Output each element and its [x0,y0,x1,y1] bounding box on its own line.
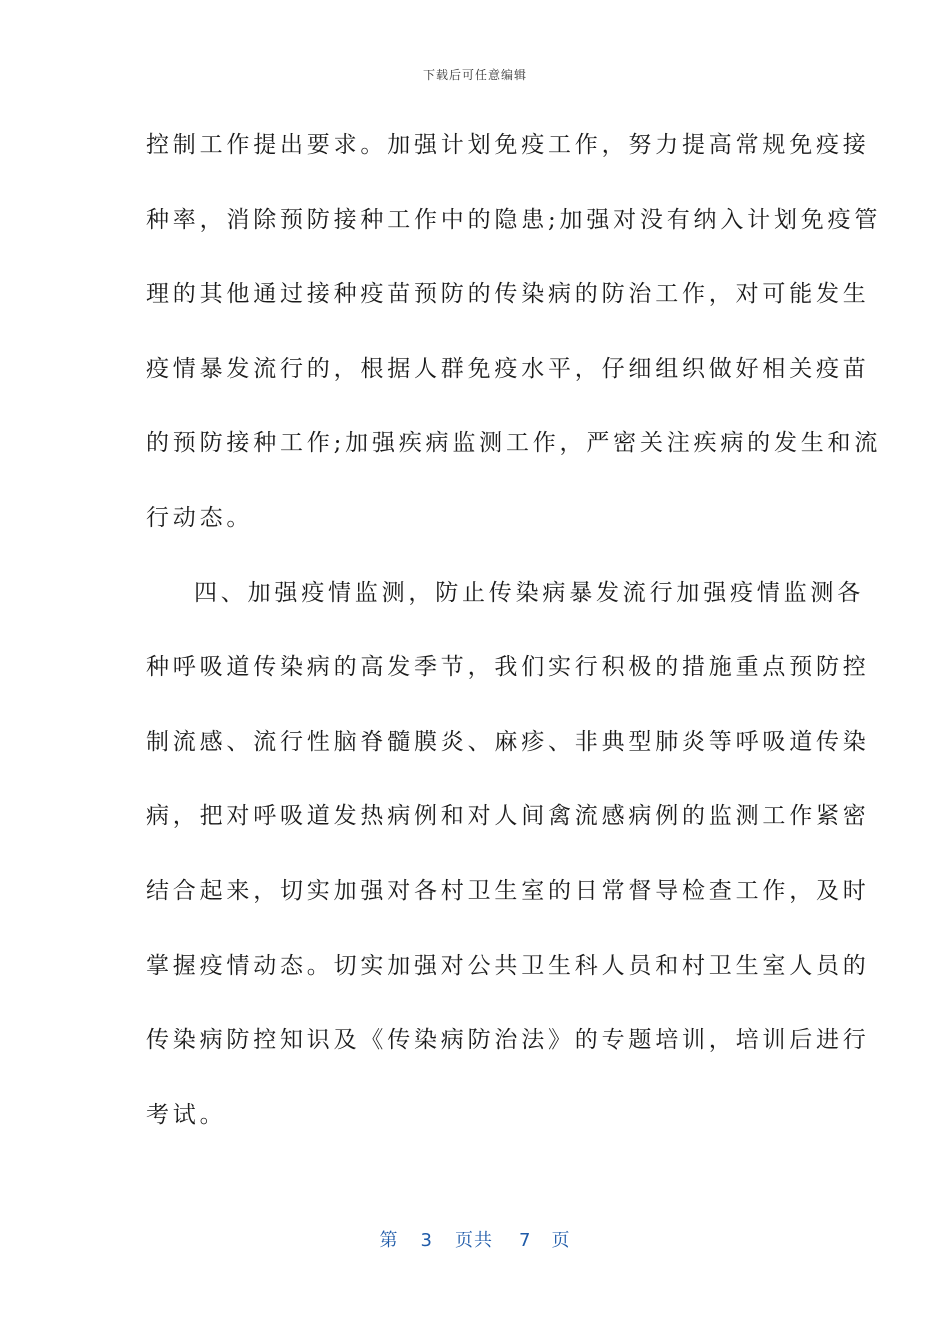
page-number-footer [0,1226,950,1252]
document-body [146,125,882,1169]
current-page-number: 3 [420,1230,433,1251]
text-line: 控制工作提出要求。加强计划免疫工作，努力提高常规免疫接 [146,132,870,158]
text-line: 结合起来，切实加强对各村卫生室的日常督导检查工作，及时 [146,877,870,904]
text-line: 种率，消除预防接种工作中的隐患;加强对没有纳入计划免疫管 [146,206,882,233]
text-line: 掌握疫情动态。切实加强对公共卫生科人员和村卫生室人员的 [146,952,870,979]
text-line: 考试。 [146,1101,227,1128]
text-line: 行动态。 [146,504,254,531]
text-line: 疫情暴发流行的，根据人群免疫水平，仔细组织做好相关疫苗 [146,355,870,382]
text-line: 的预防接种工作;加强疾病监测工作，严密关注疾病的发生和流 [146,430,882,457]
paragraph-start-line: 四、加强疫情监测，防止传染病暴发流行加强疫情监测各 [194,579,864,606]
footer-prefix: 第 [379,1230,399,1251]
header-note: 下载后可任意编辑 [422,68,527,82]
footer-middle: 页共 [455,1230,493,1251]
total-pages-number: 7 [519,1230,532,1251]
text-line: 病，把对呼吸道发热病例和对人间禽流感病例的监测工作紧密 [146,803,870,830]
text-line: 种呼吸道传染病的高发季节，我们实行积极的措施重点预防控 [146,654,870,681]
footer-suffix: 页 [551,1230,571,1251]
text-line: 理的其他通过接种疫苗预防的传染病的防治工作，对可能发生 [146,281,870,308]
text-line: 传染病防控知识及《传染病防治法》的专题培训，培训后进行 [146,1027,870,1054]
text-line: 制流感、流行性脑脊髓膜炎、麻疹、非典型肺炎等呼吸道传染 [146,728,870,755]
